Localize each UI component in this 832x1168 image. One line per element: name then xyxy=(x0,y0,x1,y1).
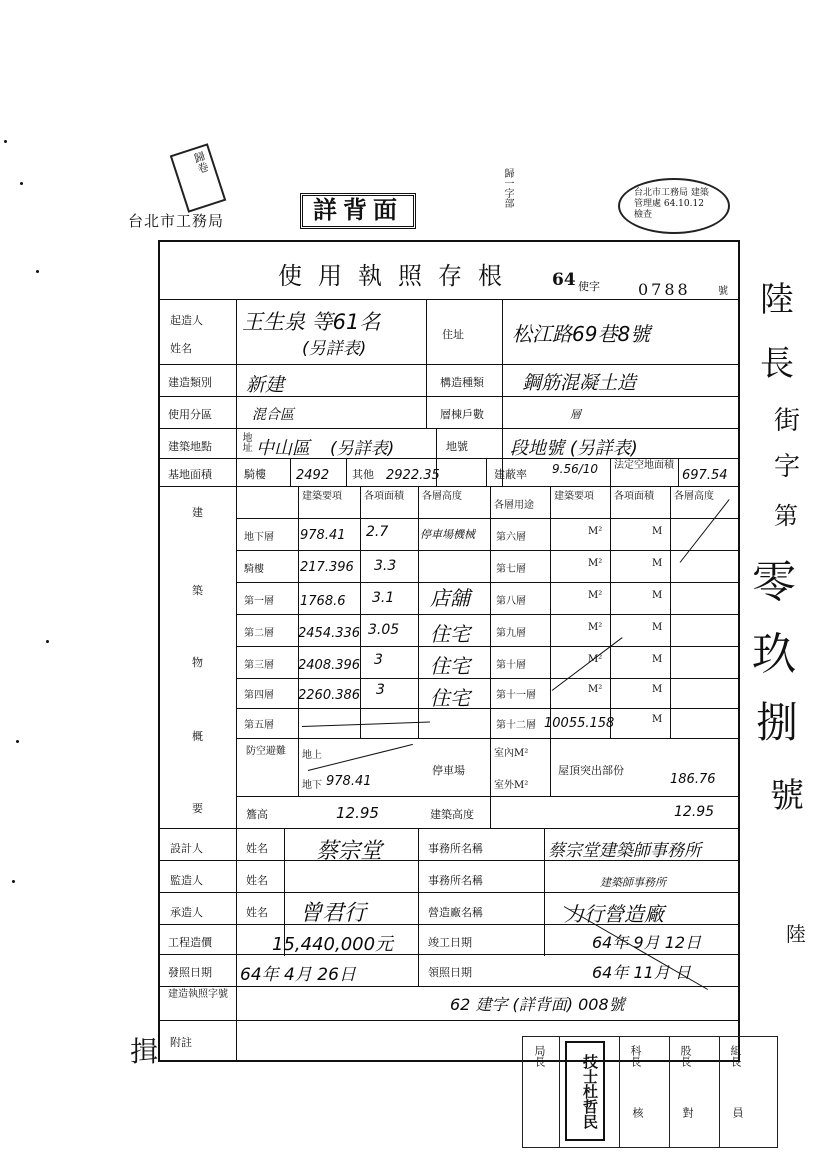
rule xyxy=(298,486,299,796)
label-structure-type: 構造種類 xyxy=(440,376,484,389)
contractor-firm-value: 力行營造廠 xyxy=(564,902,664,926)
roof-area-value: 186.76 xyxy=(670,772,716,787)
form-title: 使用執照存根 xyxy=(278,262,518,290)
contractor-value: 曾君行 xyxy=(300,901,367,926)
col-height-header: 各層高度 xyxy=(422,491,462,502)
rule xyxy=(426,300,427,428)
rule xyxy=(610,458,611,486)
rule xyxy=(502,300,503,486)
designer-value: 蔡宗堂 xyxy=(316,839,383,864)
label-below: 地下 xyxy=(302,780,322,791)
permit-form xyxy=(158,240,740,1062)
rule xyxy=(160,892,738,893)
margin-char-5: 第 xyxy=(774,502,798,530)
filing-stamp: 歸卷 xyxy=(170,143,227,212)
col-items-header: 建築要項 xyxy=(302,491,342,502)
label-contractor-firm: 營造廠名稱 xyxy=(428,906,483,919)
label-use-zone: 使用分區 xyxy=(168,408,212,421)
f2-area: 2454.336 xyxy=(298,626,361,641)
label-site-address: 地址 xyxy=(240,432,251,452)
floor-label-11f: 第十一層 xyxy=(496,690,536,701)
f1-use: 店舖 xyxy=(430,586,470,610)
f4-area: 2260.386 xyxy=(298,688,361,703)
col-area-header: 各項面積 xyxy=(364,491,404,502)
rule xyxy=(418,924,419,986)
rule xyxy=(236,550,738,551)
label-builder-name: 姓名 xyxy=(170,342,192,355)
inspector-name-stamp: 技士杜哲民 xyxy=(565,1041,605,1141)
f2-use: 住宅 xyxy=(430,622,470,646)
side-label-1: 建 xyxy=(192,506,203,519)
label-designer: 設計人 xyxy=(170,842,203,855)
label-parking: 停車場 xyxy=(432,764,465,777)
label-issue-date: 發照日期 xyxy=(168,966,212,979)
unit-m2: M² xyxy=(588,558,603,569)
label-supervisor-name: 姓名 xyxy=(246,874,268,887)
label-building-type: 建造類別 xyxy=(168,376,212,389)
stamp-col-name-3: 員 xyxy=(731,1107,744,1118)
shelter-below-value: 978.41 xyxy=(326,774,372,789)
eave-value: 12.95 xyxy=(336,804,379,822)
scan-speck xyxy=(12,880,15,883)
builder-note: (另詳表) xyxy=(302,339,367,359)
label-notes: 附註 xyxy=(170,1036,192,1049)
floor-label-7f: 第七層 xyxy=(496,564,526,575)
floor-label-3f: 第三層 xyxy=(244,660,274,671)
rule xyxy=(160,954,738,955)
label-site: 建築地點 xyxy=(168,440,212,453)
permit-no-value: 62 建字 (詳背面) 008號 xyxy=(450,995,625,1014)
approval-stamp-block xyxy=(522,1036,778,1148)
margin-char-7: 玖 xyxy=(752,629,796,680)
unit-m: M xyxy=(652,622,663,633)
doc-number-suffix: 號 xyxy=(718,286,728,297)
margin-char-8: 捌 xyxy=(756,698,799,747)
void-stroke xyxy=(308,744,413,771)
stamp-label-1: 局長 xyxy=(533,1045,546,1067)
side-label-2: 築 xyxy=(192,584,203,597)
label-supervisor-office: 事務所名稱 xyxy=(428,874,483,887)
floor-label-b1: 地下層 xyxy=(244,532,274,543)
margin-char-3: 街 xyxy=(774,406,801,436)
scan-speck xyxy=(20,182,23,185)
stamp-rule xyxy=(719,1037,720,1147)
building-height-value: 12.95 xyxy=(674,804,715,820)
margin-char-1: 陸 xyxy=(760,280,794,320)
f1-height: 3.1 xyxy=(372,590,395,606)
use-zone-value: 混合區 xyxy=(252,407,294,423)
label-contractor-name: 姓名 xyxy=(246,906,268,919)
coverage-value: 9.56/10 xyxy=(552,462,599,476)
floor-label-10f: 第十層 xyxy=(496,660,526,671)
unit-m2: M² xyxy=(588,622,603,633)
label-permit-no: 建造執照字號 xyxy=(168,989,228,1000)
left-margin-mark: 揖 xyxy=(130,1035,159,1068)
detail-on-back-label: 詳背面 xyxy=(300,193,416,229)
unit-m2: M² xyxy=(588,590,603,601)
rule xyxy=(236,518,738,519)
unit-m2: M² xyxy=(588,684,603,695)
rule xyxy=(160,364,738,365)
label-above: 地上 xyxy=(302,750,322,761)
unit-m2: M² xyxy=(588,526,603,537)
label-arcade: 騎樓 xyxy=(244,468,266,481)
unit-m: M xyxy=(652,654,663,665)
unit-m2: M² xyxy=(588,654,603,665)
supervisor-office-value: 建築師事務所 xyxy=(600,876,666,889)
label-receive-date: 領照日期 xyxy=(428,966,472,979)
rule xyxy=(418,486,419,738)
legal-open-value: 697.54 xyxy=(682,468,728,483)
void-stroke xyxy=(302,722,430,727)
unit-m: M xyxy=(652,714,663,725)
label-contractor: 承造人 xyxy=(170,906,203,919)
void-stroke xyxy=(680,499,730,563)
floor-label-8f: 第八層 xyxy=(496,596,526,607)
rule xyxy=(160,828,738,829)
rule xyxy=(544,828,545,956)
rule xyxy=(236,614,738,615)
label-legal-open: 法定空地面積 xyxy=(614,460,674,471)
label-other: 其他 xyxy=(352,468,374,481)
rule xyxy=(360,486,361,738)
stamp-rule xyxy=(669,1037,670,1147)
rule xyxy=(490,486,491,828)
structure-value: 鋼筋混凝土造 xyxy=(522,372,637,394)
label-indoor: 室內M² xyxy=(494,748,529,759)
label-floors-units: 層棟戶數 xyxy=(440,408,484,421)
label-building-height: 建築高度 xyxy=(430,808,474,821)
label-cost: 工程造價 xyxy=(168,936,212,949)
scan-speck xyxy=(4,140,7,143)
arcade-height: 3.3 xyxy=(374,558,397,574)
stamp-label-2: 科長 xyxy=(629,1045,642,1067)
label-builder: 起造人 xyxy=(170,314,203,327)
label-designer-name: 姓名 xyxy=(246,842,268,855)
rule xyxy=(236,678,738,679)
rule xyxy=(236,582,738,583)
f4-height: 3 xyxy=(376,682,385,698)
rule xyxy=(290,458,291,486)
issue-date-value: 64年 4月 26日 xyxy=(240,965,356,985)
f3-height: 3 xyxy=(374,652,383,668)
other-area-value: 2922.35 xyxy=(386,468,440,483)
seal-oval-text: 台北市工務局 建築管理處 64.10.12 檢查 xyxy=(618,178,730,234)
margin-char-6: 零 xyxy=(752,557,796,608)
lot-value: 段地號 (另詳表) xyxy=(510,438,638,459)
floor-label-9f: 第九層 xyxy=(496,628,526,639)
label-roof: 屋頂突出部份 xyxy=(558,764,624,777)
stamp-col-name-1: 核 xyxy=(631,1107,644,1118)
margin-char-2: 長 xyxy=(760,344,794,384)
floor-label-2f: 第二層 xyxy=(244,628,274,639)
total-area: 10055.158 xyxy=(544,716,615,731)
floor-label-4f: 第四層 xyxy=(244,690,274,701)
scan-speck xyxy=(46,640,49,643)
base-area-value: 2492 xyxy=(296,468,330,483)
label-supervisor: 監造人 xyxy=(170,874,203,887)
rule xyxy=(160,458,738,459)
col-height-header-right: 各層高度 xyxy=(674,491,714,502)
col-use-header: 各層用途 xyxy=(494,500,534,511)
doc-number: 0788 xyxy=(638,280,691,299)
stamp-rule xyxy=(619,1037,620,1147)
rule xyxy=(550,486,551,796)
f2-height: 3.05 xyxy=(368,622,400,638)
rule xyxy=(346,458,347,486)
doc-number-year: 64 xyxy=(552,270,576,290)
rule xyxy=(678,458,679,486)
label-shelter-1: 防空避難 xyxy=(246,746,286,757)
col-items-header-right: 建築要項 xyxy=(554,491,594,502)
floor-label-12f: 第十二層 xyxy=(496,720,536,731)
inspection-seal xyxy=(500,148,730,238)
rule xyxy=(236,796,738,797)
margin-char-4: 字 xyxy=(774,452,801,482)
floor-label-5f: 第五層 xyxy=(244,720,274,731)
office-label: 台北市工務局 xyxy=(128,212,225,230)
rule xyxy=(486,458,487,486)
builder-value: 王生泉 等61名 xyxy=(242,310,381,334)
rule xyxy=(160,1020,738,1021)
receive-date-value: 64年 11月 日 xyxy=(592,963,691,982)
b1-use: 停車場機械 xyxy=(420,528,475,541)
address-value: 松江路69巷8號 xyxy=(512,322,651,346)
margin-char-9: 號 xyxy=(770,776,804,816)
site-value: 中山區 xyxy=(256,438,310,459)
start-date-value: 64年 9月 12日 xyxy=(592,933,702,952)
site-note: (另詳表) xyxy=(330,439,395,459)
form-title-row xyxy=(160,242,738,300)
floor-label-arcade: 騎樓 xyxy=(244,564,264,575)
rule xyxy=(236,738,738,739)
floors-value: 層 xyxy=(570,408,581,421)
doc-number-char: 使字 xyxy=(578,280,600,293)
cost-value: 15,440,000元 xyxy=(272,934,394,955)
b1-area: 978.41 xyxy=(300,528,346,543)
side-label-3: 物 xyxy=(192,656,203,669)
label-outdoor: 室外M² xyxy=(494,780,529,791)
stamp-col-name-2: 對 xyxy=(681,1107,694,1118)
margin-char-10: 陸 xyxy=(786,922,806,946)
label-base-area: 基地面積 xyxy=(168,468,212,481)
stamp-rule xyxy=(559,1037,560,1147)
rule xyxy=(670,486,671,738)
label-eave: 簷高 xyxy=(246,808,268,821)
f4-use: 住宅 xyxy=(430,686,470,710)
stamp-label-3: 股長 xyxy=(679,1045,692,1067)
label-coverage: 建蔽率 xyxy=(494,468,527,481)
b1-height: 2.7 xyxy=(366,524,389,540)
col-area-header-right: 各項面積 xyxy=(614,491,654,502)
arcade-area: 217.396 xyxy=(300,560,354,575)
building-type-value: 新建 xyxy=(246,374,285,396)
rule xyxy=(236,646,738,647)
rule xyxy=(160,428,738,429)
floor-label-6f: 第六層 xyxy=(496,532,526,543)
rule xyxy=(236,300,237,1060)
f3-area: 2408.396 xyxy=(298,658,361,673)
unit-m: M xyxy=(652,558,663,569)
rule xyxy=(610,486,611,738)
f1-area: 1768.6 xyxy=(300,594,346,609)
unit-m: M xyxy=(652,590,663,601)
scan-speck xyxy=(16,740,19,743)
label-address: 住址 xyxy=(442,328,464,341)
unit-m: M xyxy=(652,526,663,537)
scan-speck xyxy=(36,270,39,273)
stamp-label-4: 組長 xyxy=(729,1045,742,1067)
label-designer-office: 事務所名稱 xyxy=(428,842,483,855)
seal-vertical-text: 歸一字部 xyxy=(502,168,513,208)
rule xyxy=(236,708,738,709)
label-lot: 地號 xyxy=(446,440,468,453)
label-start-date: 竣工日期 xyxy=(428,936,472,949)
rule xyxy=(160,486,738,487)
floor-label-1f: 第一層 xyxy=(244,596,274,607)
side-label-4: 概 xyxy=(192,730,203,743)
unit-m: M xyxy=(652,684,663,695)
f3-use: 住宅 xyxy=(430,654,470,678)
rule xyxy=(160,986,738,987)
side-label-5: 要 xyxy=(192,802,203,815)
designer-office-value: 蔡宗堂建築師事務所 xyxy=(548,841,701,861)
